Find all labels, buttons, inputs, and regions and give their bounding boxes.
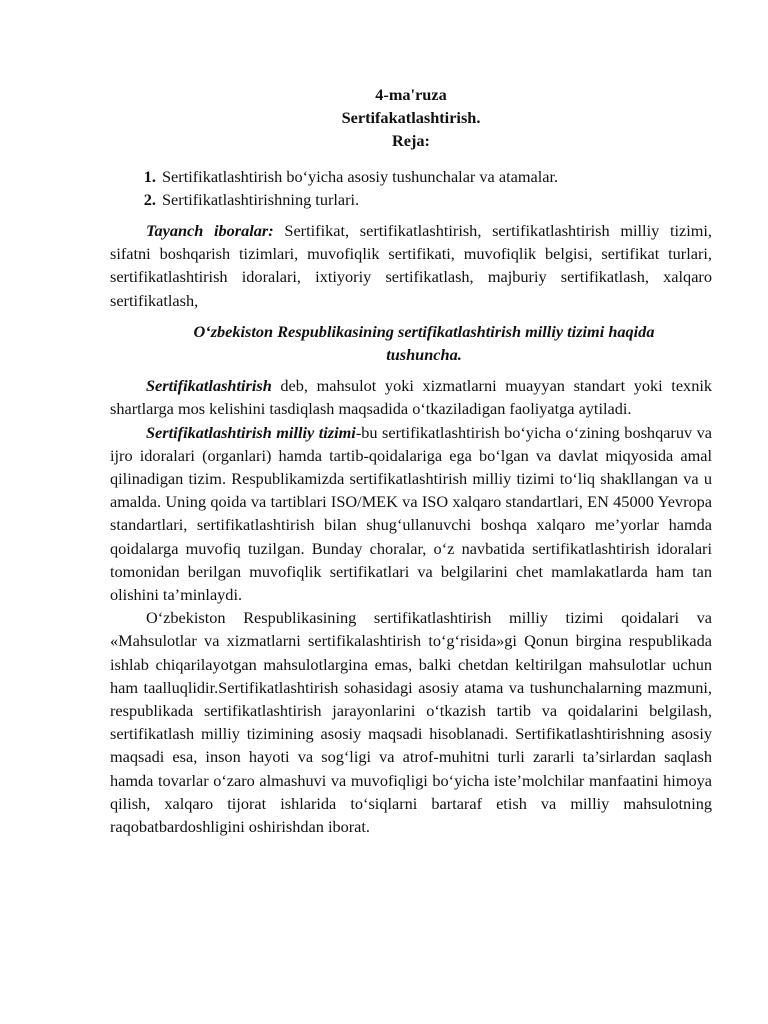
body-paragraph [110,421,712,607]
keywords-label: Tayanch iboralar: [146,221,274,241]
body-paragraph [110,606,712,838]
paragraph-text: deb, mahsulot yoki xizmatlarni muayyan standart yoki texnik shartlarga mos kelishini tasdiqlash maqsadida o‘tkaziladigan faoliyatga aytiladi. [110,376,712,419]
plan-label: Reja: [392,131,430,151]
document-body [110,83,712,838]
lecture-number: 4-ma'ruza [375,85,447,104]
paragraph-text: -bu sertifikatlashtirish bo‘yicha o‘zining boshqaruv va ijro idoralari (organlari) hamda tartib-qoidalariga ega bo‘lgan va davlat miqyosida amal qilinadigan tizim. Respublikamizda sertifikatlashtirish milliy tizimi to‘liq shakllangan va u amalda. Uning qoida va tartiblari ISO/MEK va ISO xalqaro standartlari, EN 45000 Yevropa standartlari, sertifikatlashtirish bilan shug‘ullanuvchi boshqa xalqaro me’yorlar hamda qoidalarga muvofiq tuzilgan. Bunday choralar, o‘z navbatida sertifikatlashtirish idoralari tomonidan berilgan muvofiqlik sertifikatlari va belgilarini chet mamlakatlarda ham tan olishini ta’minlaydi. [110,422,712,605]
lecture-title: Sertifakatlashtirish. [341,108,481,128]
paragraph-text: O‘zbekiston Respublikasining sertifikatlashtirish milliy tizimi qoidalari va «Mahsulotlar va xizmatlarni sertifikalashtirish to‘g‘risida»gi Qonun birgina respublikada ishlab chiqarilayotgan mahsulotlargina emas, balki chetdan keltirilgan mahsulotlar uchun ham taalluqlidir.Sertifikatlashtirish sohasidagi asosiy atama va tushunchalarning mazmuni, respublikada sertifikatlashtirish jarayonlarini o‘tkazish tartib va qoidalarini belgilash, sertifikatlash milliy tizimining asosiy maqsadi hisoblanadi. Sertifikatlashtirishning asosiy maqsadi esa, inson hayoti va sog‘ligi va atrof-muhitni turli zararli ta’sirlardan saqlash hamda tovarlar o‘zaro almashuvi va muvofiqligi bo‘yicha iste’molchilar manfaatini himoya qilish, xalqaro tijorat ishlarida to‘siqlarni bartaraf etish va milliy mahsulotning raqobatbardoshligini oshirishdan iborat. [110,608,712,837]
plan-item-number: 1. [143,166,156,186]
section-subheading: O‘zbekiston Respublikasining sertifikatlashtirish milliy tizimi haqida tushuncha. [193,321,655,365]
plan-list [110,165,712,211]
body-paragraph [110,374,712,420]
plan-item [110,165,712,188]
plan-item-number: 2. [143,189,156,209]
plan-item [110,188,712,211]
term-definition: Sertifikatlashtirish [146,376,272,396]
keywords-text: Sertifikat, sertifikatlashtirish, sertifikatlashtirish milliy tizimi, sifatni boshqarish tizimlari, muvofiqlik sertifikati, muvofiqlik belgisi, sertifikat turlari, sertifikatlashtirish idoralari, ixtiyoriy sertifikatlash, majburiy sertifikatlash, xalqaro sertifikatlash, [110,221,712,310]
plan-item-text: Sertifikatlashtirishning turlari. [162,189,360,209]
term-definition: Sertifikatlashtirish milliy tizimi [146,422,356,442]
keywords-paragraph [110,219,712,312]
plan-item-text: Sertifikatlashtirish bo‘yicha asosiy tushunchalar va atamalar. [162,166,559,186]
